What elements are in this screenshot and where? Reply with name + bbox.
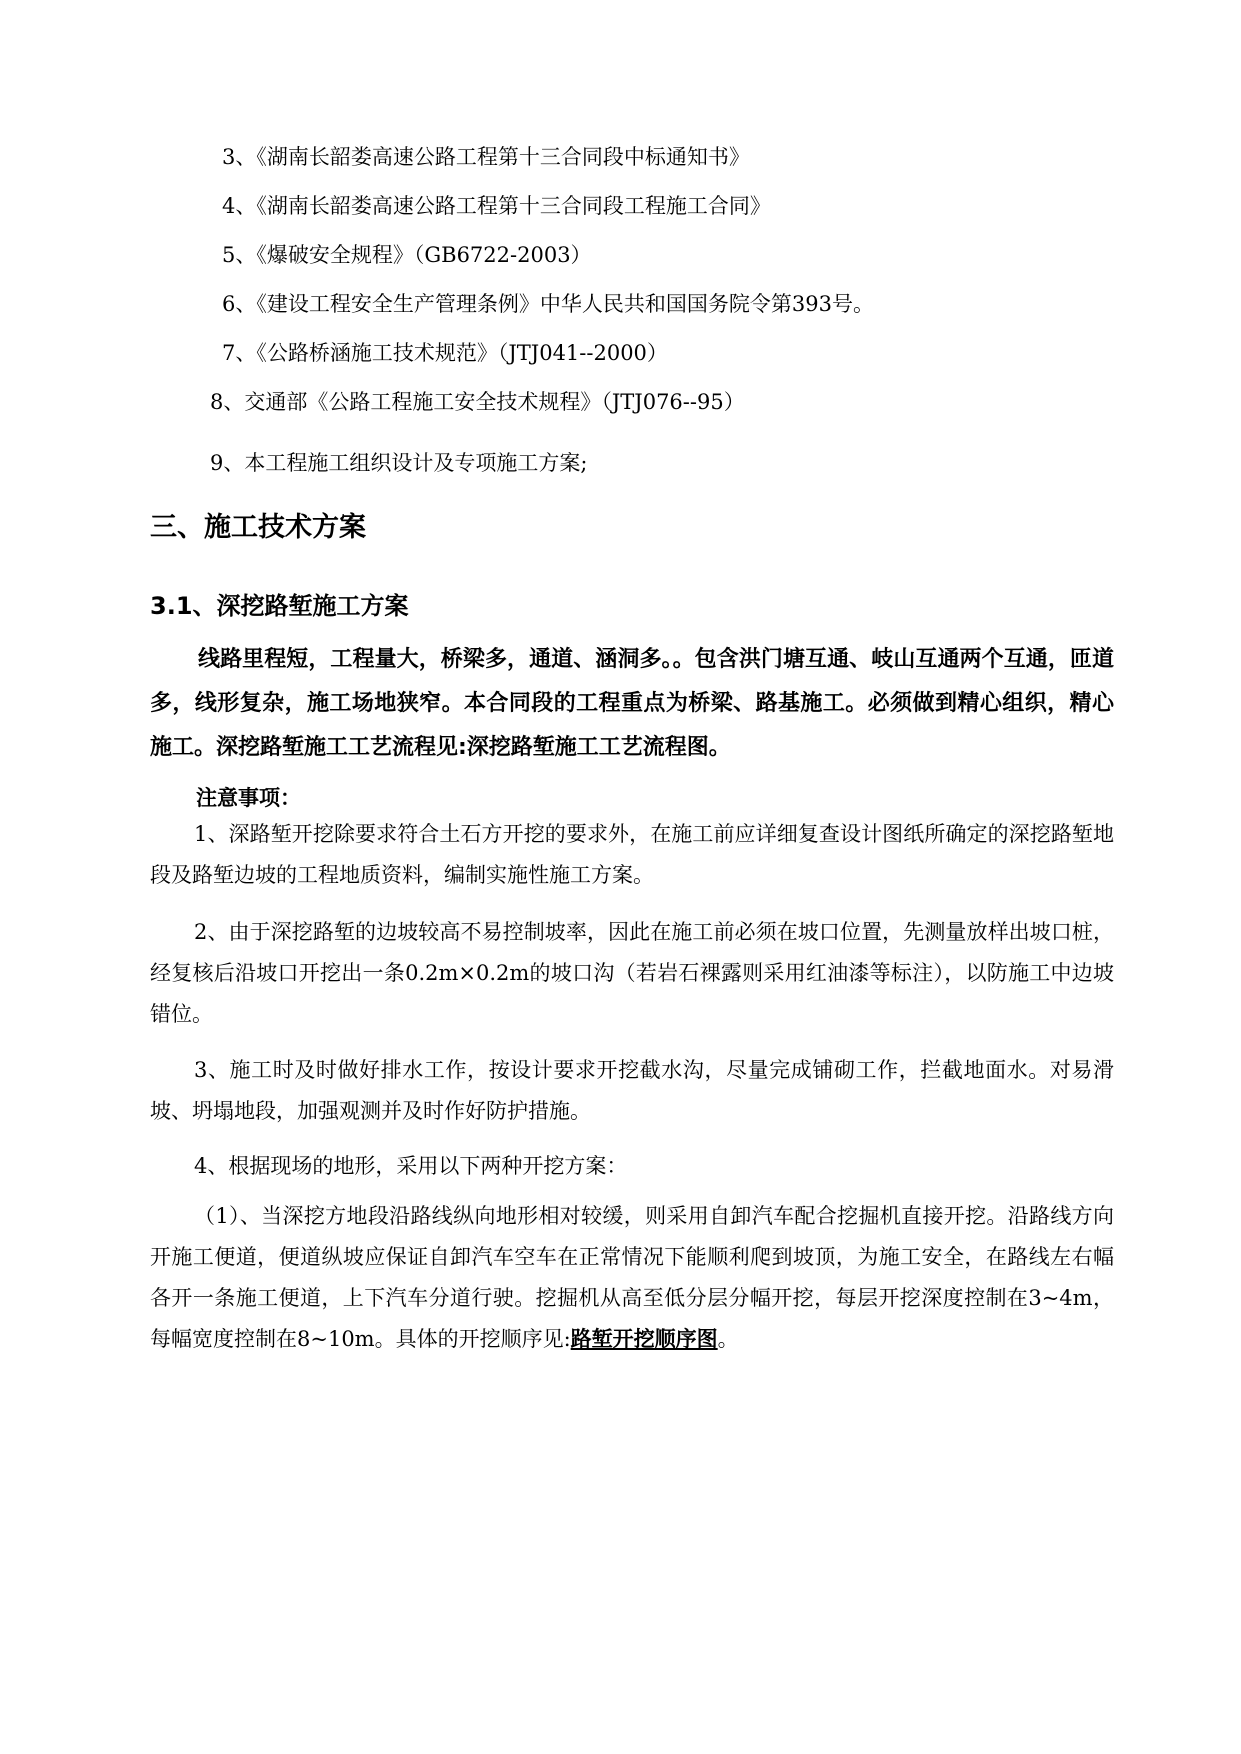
note-paragraph: 3、施工时及时做好排水工作，按设计要求开挖截水沟，尽量完成铺砌工作，拦截地面水。对易滑坡、坍塌地段，加强观测并及时作好防护措施。 [150, 1058, 1114, 1123]
note-paragraph: 4、根据现场的地形，采用以下两种开挖方案： [194, 1154, 628, 1178]
plan-end: 。 [717, 1327, 739, 1351]
note-paragraph: 1、深路堑开挖除要求符合土石方开挖的要求外，在施工前应详细复查设计图纸所确定的深挖路堑地段及路堑边坡的工程地质资料，编制实施性施工方案。 [150, 822, 1114, 887]
subsection-title: 3.1、深挖路堑施工方案 [150, 592, 409, 620]
reference-item: 6、《建设工程安全生产管理条例》中华人民共和国国务院令第393号。 [222, 292, 874, 316]
plan-paragraph [150, 1196, 1114, 1360]
excavation-order-link[interactable]: 路堑开挖顺序图 [570, 1327, 718, 1351]
intro-paragraph: 线路里程短，工程量大，桥梁多，通道、涵洞多。。包含洪门塘互通、岐山互通两个互通，匝道多，线形复杂，施工场地狭窄。本合同段的工程重点为桥梁、路基施工。必须做到精心组织，精心施工。深挖路堑施工工艺流程见:深挖路堑施工工艺流程图。 [150, 647, 1114, 760]
reference-item: 3、《湖南长韶娄高速公路工程第十三合同段中标通知书》 [222, 145, 750, 169]
reference-item: 9、本工程施工组织设计及专项施工方案; [210, 451, 588, 475]
reference-item: 4、《湖南长韶娄高速公路工程第十三合同段工程施工合同》 [222, 194, 771, 218]
note-paragraph: 2、由于深挖路堑的边坡较高不易控制坡率，因此在施工前必须在坡口位置，先测量放样出坡口桩，经复核后沿坡口开挖出一条0.2m×0.2m的坡口沟（若岩石裸露则采用红油漆等标注），以防施工中边坡错位。 [150, 920, 1114, 1026]
reference-item: 8、交通部《公路工程施工安全技术规程》（JTJ076--95） [210, 390, 745, 414]
section-title: 三、施工技术方案 [150, 512, 366, 543]
reference-item: 5、《爆破安全规程》（GB6722-2003） [222, 243, 592, 267]
reference-item: 7、《公路桥涵施工技术规范》（JTJ041--2000） [222, 341, 668, 365]
plan-text: （1）、当深挖方地段沿路线纵向地形相对较缓，则采用自卸汽车配合挖掘机直接开挖。沿路线方向开施工便道，便道纵坡应保证自卸汽车空车在正常情况下能顺利爬到坡顶，为施工安全，在路线左右幅各开一条施工便道，上下汽车分道行驶。挖掘机从高至低分层分幅开挖，每层开挖深度控制在3~4m，每幅宽度控制在8~10m。具体的开挖顺序见: [150, 1204, 1114, 1351]
notes-title: 注意事项： [196, 786, 301, 810]
